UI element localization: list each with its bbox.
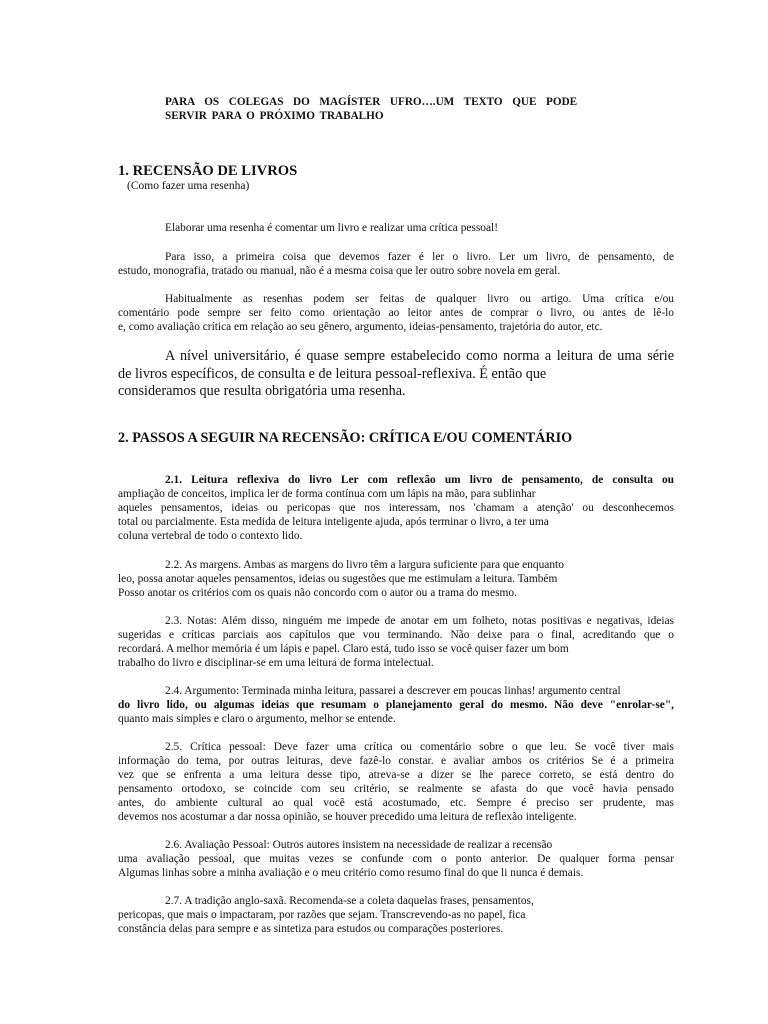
paragraph-line: leo, possa anotar aqueles pensamentos, ideias ou sugestões que me estimulam a leitura. Também [118,573,558,586]
step-2-6 [118,838,674,880]
paragraph-line: aqueles pensamentos, ideias ou pericopas que nos interessam, nos 'chamam a atenção' ou desconhecemos [118,502,674,515]
paragraph-line: pensamento ortodoxo, se coincide com seu critério, se realmente se afasta do que você havia pensado [118,783,674,796]
paragraph-line: Habitualmente as resenhas podem ser feitas de qualquer livro ou artigo. Uma crítica e/ou [165,293,674,305]
paragraph-line: constância delas para sempre e as sintetiza para estudos ou comparações posteriores. [118,923,504,936]
paragraph-line: vez que se enfrenta a uma leitura desse tipo, atreva-se a dizer se lhe parece correto, se está dentro do [118,769,674,782]
paragraph-line: 2.2. As margens. Ambas as margens do livro têm a largura suficiente para que enquanto [165,559,564,571]
paragraph-line: 2.7. A tradição anglo-saxã. Recomenda-se a coleta daquelas frases, pensamentos, [165,895,534,907]
paragraph-line: pericopas, que mais o impactaram, por razões que sejam. Transcrevendo-as no papel, fica [118,909,526,922]
paragraph-line: 2.5. Crítica pessoal: Deve fazer uma crítica ou comentário sobre o que leu. Se você tiver mais [165,741,674,753]
step-2-4 [118,684,674,726]
paragraph-line: e, como avaliação crítica em relação ao seu gênero, argumento, ideias-pensamento, trajetória do autor, etc. [118,321,603,334]
paragraph-line: uma avaliação pessoal, que muitas vezes se confunde com o ponto anterior. De qualquer forma pensar [118,853,674,866]
paragraph-3 [118,348,674,401]
paragraph-line: Posso anotar os critérios com os quais não concordo com o autor ou a trama do mesmo. [118,587,517,600]
paragraph-line: sugeridas e críticas parciais aos capítulos que vou terminando. Não deixe para o final, acreditando que o [118,629,674,642]
paragraph-line: estudo, monografia, tratado ou manual, não é a mesma coisa que ler outro sobre novela em geral. [118,265,561,278]
step-2-7 [118,894,674,936]
header-line-1: PARA OS COLEGAS DO MAGÍSTER UFRO….UM TEXTO QUE PODE [165,96,578,108]
paragraph-line: consideramos que resulta obrigatória uma resenha. [118,383,406,400]
step-2-2 [118,558,674,600]
paragraph-line: Algumas linhas sobre a minha avaliação e o meu critério como resumo final do que li nunca é demais. [118,867,584,880]
paragraph-line: informação do tema, por outras leituras, deve fazê-lo constar. e avaliar ambos os critérios Se é a primeira [118,755,674,768]
paragraph-line: ampliação de conceitos, implica ler de forma contínua com um lápis na mão, para sublinhar [118,488,536,501]
paragraph-2 [118,292,674,334]
paragraph-line: 2.6. Avaliação Pessoal: Outros autores insistem na necessidade de realizar a recensão [165,839,553,851]
step-2-1 [118,473,674,543]
paragraph-line: total ou parcialmente. Esta medida de leitura inteligente ajuda, após terminar o livro, a ter uma [118,516,549,529]
paragraph-line: de livros específicos, de consulta e de leitura pessoal-reflexiva. É então que [118,365,547,382]
paragraph-line: 2.3. Notas: Além disso, ninguém me impede de anotar em um folheto, notas positivas e negativas, ideias [165,615,674,627]
document-header [165,95,605,123]
paragraph-line: antes, do ambiente cultural ao qual você está acostumado, etc. Sempre é preciso ser prudente, mas [118,797,674,810]
section-1-intro: Elaborar uma resenha é comentar um livro e realizar uma crítica pessoal! [165,222,499,234]
paragraph-line: 2.4. Argumento: Terminada minha leitura, passarei a descrever em poucas linhas! argumento central [165,685,621,697]
paragraph-line: recordará. A melhor memória é um lápis e papel. Claro está, tudo isso se você quiser fazer um bom [118,643,569,656]
paragraph-line: A nível universitário, é quase sempre estabelecido como norma a leitura de uma série [165,348,674,364]
paragraph-line: 2.1. Leitura reflexiva do livro Ler com reflexão um livro de pensamento, de consulta ou [165,474,674,486]
paragraph-line: coluna vertebral de todo o contexto lido. [118,530,303,543]
section-1-title: 1. RECENSÃO DE LIVROS [118,163,298,179]
paragraph-line: do livro lido, ou algumas ideias que resumam o planejamento geral do mesmo. Não deve "enrolar-se", [118,699,674,712]
paragraph-line: Para isso, a primeira coisa que devemos fazer é ler o livro. Ler um livro, de pensamento, de [165,251,674,263]
section-2-title: 2. PASSOS A SEGUIR NA RECENSÃO: CRÍTICA E/OU COMENTÁRIO [118,430,573,446]
step-2-3 [118,614,674,670]
paragraph-line: quanto mais simples e claro o argumento, melhor se entende. [118,713,396,726]
header-line-2: SERVIR PARA O PRÓXIMO TRABALHO [165,110,384,122]
paragraph-line: devemos nos acostumar a dar nossa opinião, se houver precedido uma leitura de reflexão inteligente. [118,811,577,824]
paragraph-line: comentário pode sempre ser feito como orientação ao leitor antes de comprar o livro, ou antes de lê-lo [118,307,674,320]
section-1-subtitle: (Como fazer uma resenha) [127,180,250,192]
paragraph-line: trabalho do livro e disciplinar-se em uma leitura de forma intelectual. [118,657,434,670]
step-2-5 [118,740,674,825]
paragraph-1 [118,250,674,278]
